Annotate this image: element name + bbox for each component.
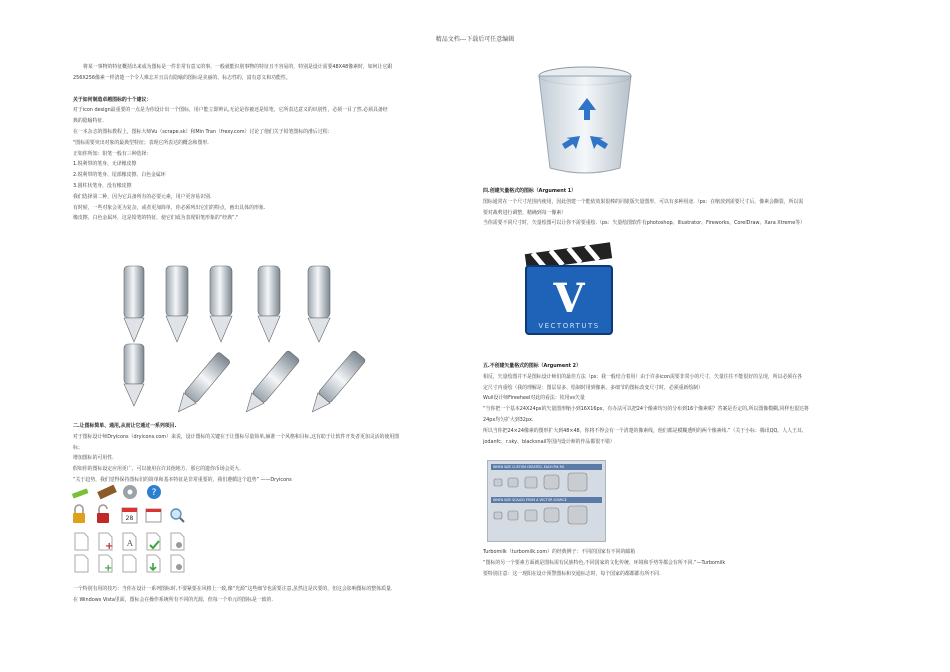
section-2 <box>73 421 405 486</box>
clapper-text: VECTORTUTS <box>538 322 600 330</box>
s4-line: 图标通常在一个尺寸范围内使用，因此创建一个能依效果很棒的同银版矢量图形，可以有多种用途.（ps：在缩放到需要尺寸后，像素会撕裂，所以需 <box>483 198 804 205</box>
s1-line: 1.锐利带的笔身、无译橡皮擦 <box>73 161 137 168</box>
s1-line: 3.圆柱状笔身，没有橡皮擦 <box>73 182 132 189</box>
calendar-icon <box>122 508 137 523</box>
s1-line: 2.锐利带的笔身、尾部橡皮擦、白色金属环 <box>73 172 166 179</box>
s5-foot-line: “图标的另一个要素方面就是图标需有民族特色,不同国家的文化传统、环境和手势等都会有所不同.”—Turbomilk <box>483 559 726 566</box>
s1-line: 在一本杂志的图标教程上，图标大师Vu（scrape.sk）和Min Tran（frexy.com）讨论了他们关于铅笔图标的滑后过程： <box>73 128 333 135</box>
s2-line: 对于图标设计师Dryicons（dryicons.com）来说，设计图标的关键在于让图标尽量简单,赫准一个风格和目标,这有助于让软件开发者更加灵活的使用图标； <box>73 433 400 451</box>
section-5-title: 五.不创建矢量格式的图标（Argument 2） <box>483 363 581 369</box>
left-column <box>73 62 405 224</box>
svg-text:A: A <box>127 539 133 548</box>
document-text-icon <box>123 555 136 572</box>
pencil-icon <box>72 488 89 498</box>
document-extra-icon <box>75 555 88 572</box>
magnifier-icon <box>171 509 184 522</box>
window-icon <box>146 509 161 522</box>
s2-foot-line: 在 Windows Vista里面，图标会在操作系统所有不同的光源，但每一个单元的图标是一致的. <box>73 596 273 603</box>
section-4-title: 四.创建矢量格式的图标（Argument 1） <box>483 188 577 194</box>
svg-text:28: 28 <box>125 515 134 522</box>
icon-set-image <box>70 483 200 573</box>
section-2-title: 二.让图标简单、通用,从而让它通过一系列项目. <box>73 423 177 429</box>
ruler-icon <box>97 485 117 500</box>
pencil-tilted-3-icon <box>306 350 366 413</box>
vectortuts-clapper-image <box>520 240 620 340</box>
clapper-letter: V <box>553 275 585 322</box>
s2-foot-line: 一个特别有用的技巧：当你在设计一系列图标时,不要紧要在风格上一致,像“光源”这些细节也需要注意,虽然这是次要的，但这会影响图标的整体质量. <box>73 586 393 592</box>
pencil-upright-1-icon <box>124 266 144 342</box>
document-check-icon <box>147 533 160 550</box>
pencil-upright-2-icon <box>166 266 188 342</box>
page-header: 精品文档---下载后可任意编辑 <box>435 36 515 43</box>
s2-line: 假如你的图标设定应用更广，可以使用在许其他地方，那它的遗你币场会更大. <box>73 466 241 473</box>
pencil-upright-5-icon <box>308 266 330 342</box>
s5-line: 所以当你把24×24像素的图形扩大到48×48，你将不得会有一个清楚的像素线，他们都是模糊透明的两个像素线.”（关于小标：腾讯QQ、人人王耳、 <box>483 427 807 434</box>
s5-foot-line: 要特别注意：这一现阳在设计预警图标和交通标志时，每个国家的都都都有所不同. <box>483 570 661 577</box>
s1-line: 对于icon design最重要的一点是为你设计出一个图标，用户能立即辨认,无论是你被还是铅笔，它所表达意义的识别性，必须一目了然.必须具备经 <box>73 107 388 114</box>
section-5-footer <box>483 547 863 579</box>
pencil-upright-4-icon <box>258 266 280 342</box>
panel-bottom-label: WHEN SIZE SCALED FROM A VECTOR SOURCE <box>491 497 602 503</box>
s1-line: "图标需要突出对象的最典型特征；表现它所表达的概念和图形. <box>73 139 209 146</box>
s2-line: 增加图标的可用性. <box>73 455 114 462</box>
s4-line: 当你需要不同尺寸时，矢量绘图可以让你不需要重绘.（ps：矢量绘图软件有photoshop、Illustrator、Fireworks、CorelDraw、Xara Xtreme等） <box>483 220 805 227</box>
svg-text:+: + <box>105 541 114 552</box>
svg-text:+: + <box>104 563 113 573</box>
gear-icon <box>123 485 137 499</box>
right-column <box>483 186 863 229</box>
pencil-tilted-1-icon <box>172 351 231 413</box>
s1-line: 有时候，一些对象会更为复杂，或者更加简单，你必须列出它们的特点，画出具体的形象. <box>73 204 266 211</box>
document-plus-icon <box>99 555 112 573</box>
document-gear-icon <box>171 555 184 572</box>
s1-line: 典的隐喻特征. <box>73 118 104 125</box>
s1-line: 橡皮擦、白色金属环，这是铅笔的特征，使它们成为表现铅笔形象的“经典”." <box>73 215 239 222</box>
s5-line: Wuil设计师Fireeheel对此的看法：钦用vs矢量 <box>483 395 585 402</box>
section-5 <box>483 361 863 447</box>
document-down-icon <box>147 555 160 572</box>
mailbox-row-2-image <box>488 503 605 529</box>
section-1-title: 关于如何制造卓越图标的十个建议： <box>73 96 152 103</box>
intro-line-1: 将某一事物的特征概括出来成为图标是一件非常有意义的事，一般就能识别事物的特征且不容易的，特别是设计需要48X48像素时，如何让它跟 <box>83 64 393 70</box>
section-2-footer <box>73 584 405 606</box>
s1-line: 我们选择第二种，因为它具备所有的必要元素，用户更容易识别. <box>73 193 212 200</box>
pencil-sketches-image <box>110 258 370 413</box>
panel-top-label: WHEN SIZE CUSTOM CREATED, EACH PIX RG <box>491 464 602 470</box>
pencil-upright-3-icon <box>210 266 232 342</box>
intro-line-2: 256X256像素一样清楚一个令人难忘并且具有隐喻的图标是美丽的、标志性的，富有意义和功能性。 <box>73 74 291 81</box>
question-icon <box>147 485 161 499</box>
document-add-icon <box>99 533 113 552</box>
s2-line: “关于趋势，我们觉得保持图标们的简单和基本特征是非常重要的，我们遵循这个趋势” ——Dryicons <box>73 476 292 483</box>
document-font-icon <box>123 533 136 550</box>
pencil-upright-6-icon <box>124 344 144 406</box>
lock-icon <box>73 505 85 523</box>
svg-text:?: ? <box>151 488 157 498</box>
unlock-icon <box>97 505 109 523</box>
s4-line: 要对裁剪进行调整，精确到每一像素） <box>483 209 567 216</box>
s5-line: 相反，矢量绘图并不是图标设计师们的最佳方法（ps：我一般结合着用）由于许多icon需要非常小的尺寸，矢量往往不能很好的呈现，所以必须在各 <box>483 373 803 380</box>
s5-foot-line: Turbomilk（turbomilk.com）的经典例子：不同的国家有不同的邮箱 <box>483 549 636 555</box>
mailbox-row-1-image <box>488 470 605 496</box>
document-settings-icon <box>171 533 184 550</box>
s1-line: 正如你所知：铅笔一般有三种选择： <box>73 150 152 157</box>
document-icon <box>75 533 88 550</box>
s5-line: 24px均匀扩大到32px. <box>483 416 534 423</box>
pencil-tilted-2-icon <box>240 350 300 413</box>
mailbox-comparison-panel <box>487 460 606 542</box>
s5-line: jodanfc、r.sky、blacksnail等国内设计师的作品都很不错） <box>483 438 615 445</box>
s5-line: “当你把一个基本24X24px的矢量图形缩小到16X16px，有办法可以把24个像素均匀的分布到16个像素呢？答案是否定的,所以图像模糊,同样也很达将 <box>483 406 809 413</box>
recycle-bin-image <box>530 60 640 180</box>
s5-line: 定尺寸内重绘（我的理解是：图层显多、绘制时用到像素、多细节的图标改变尺寸时，必须重新绘制） <box>483 384 704 391</box>
